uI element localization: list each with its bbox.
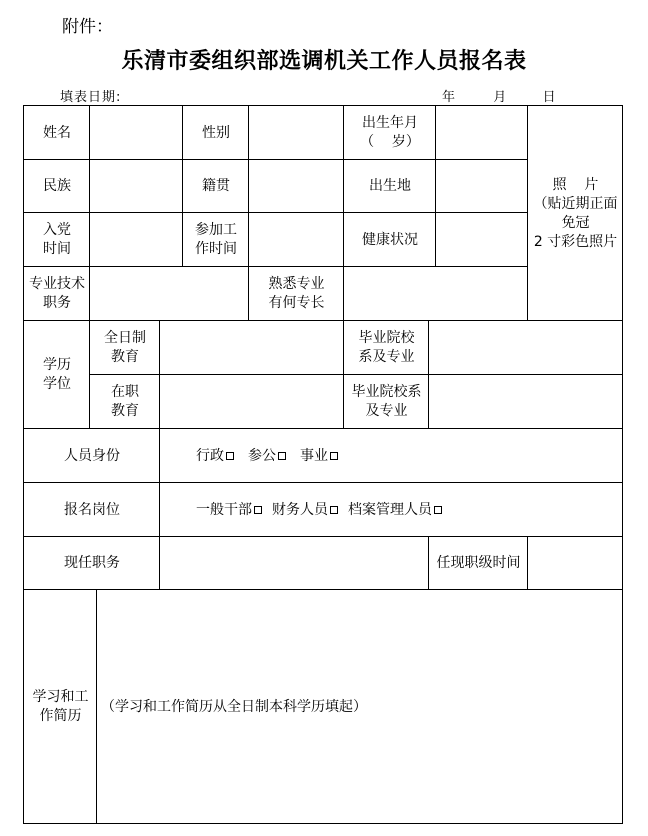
specialty-field[interactable]	[344, 267, 528, 321]
inservice-education-field[interactable]	[160, 375, 344, 429]
position-option-archive[interactable]: 档案管理人员	[348, 501, 456, 520]
position-options	[160, 483, 623, 537]
fulltime-school-major-field[interactable]	[429, 321, 623, 375]
fill-date-label: 填表日期:	[60, 90, 122, 105]
identity-option-admin[interactable]: 行政	[196, 447, 248, 466]
gender-field[interactable]	[249, 106, 344, 160]
health-label: 健康状况	[362, 231, 418, 248]
month-label: 月	[493, 90, 507, 105]
current-rank-time-field[interactable]	[528, 537, 623, 590]
checkbox-icon[interactable]	[330, 506, 338, 514]
resume-field[interactable]	[97, 590, 623, 824]
checkbox-icon[interactable]	[330, 452, 338, 460]
fulltime-education-field[interactable]	[160, 321, 344, 375]
identity-option-institution[interactable]: 事业	[300, 447, 352, 466]
native-place-label: 籍贯	[202, 178, 230, 194]
name-label: 姓名	[43, 124, 71, 141]
identity-label: 人员身份	[64, 447, 120, 464]
education-label: 学历 学位	[43, 357, 71, 392]
checkbox-icon[interactable]	[254, 506, 262, 514]
current-post-label: 现任职务	[64, 555, 120, 571]
party-join-time-label: 入党 时间	[43, 222, 71, 257]
day-label: 日	[542, 90, 556, 105]
checkbox-icon[interactable]	[226, 452, 234, 460]
birthplace-label: 出生地	[369, 178, 411, 194]
current-rank-time-label: 任现职级时间	[436, 555, 521, 571]
work-start-time-field[interactable]	[249, 213, 344, 267]
specialty-label: 熟悉专业 有何专长	[268, 276, 325, 311]
health-field[interactable]	[436, 213, 528, 267]
year-label: 年	[442, 90, 456, 105]
tech-title-field[interactable]	[90, 267, 249, 321]
resume-label: 学习和工 作简历	[32, 689, 89, 724]
current-post-field[interactable]	[160, 537, 429, 590]
identity-options	[160, 429, 623, 483]
inservice-school-major-field[interactable]	[429, 375, 623, 429]
birth-date-field[interactable]	[436, 106, 528, 160]
inservice-education-label: 在职 教育	[111, 384, 139, 419]
resume-hint: （学习和工作简历从全日制本科学历填起）	[101, 698, 367, 715]
birth-date-label: 出生年月 （ 岁）	[360, 115, 420, 150]
work-start-time-label: 参加工 作时间	[195, 222, 237, 257]
checkbox-icon[interactable]	[434, 506, 442, 514]
gender-label: 性别	[202, 124, 230, 141]
birthplace-field[interactable]	[436, 160, 528, 213]
ethnicity-field[interactable]	[90, 160, 183, 213]
position-option-finance[interactable]: 财务人员	[272, 501, 348, 520]
position-label: 报名岗位	[64, 501, 120, 518]
native-place-field[interactable]	[249, 160, 344, 213]
tech-title-label: 专业技术 职务	[29, 276, 85, 311]
party-join-time-field[interactable]	[90, 213, 183, 267]
fill-date-ymd	[442, 86, 556, 105]
photo-area[interactable]: 照 片 （贴近期正面 免冠 2 寸彩色照片	[533, 176, 618, 250]
attachment-label: 附件：	[62, 17, 113, 37]
identity-option-civil[interactable]: 参公	[248, 447, 300, 466]
position-option-general[interactable]: 一般干部	[196, 501, 272, 520]
name-field[interactable]	[90, 106, 183, 160]
form-title: 乐清市委组织部选调机关工作人员报名表	[121, 48, 527, 74]
checkbox-icon[interactable]	[278, 452, 286, 460]
fulltime-school-major-label: 毕业院校 系及专业	[358, 330, 415, 365]
fulltime-education-label: 全日制 教育	[104, 330, 146, 365]
ethnicity-label: 民族	[43, 178, 71, 194]
inservice-school-major-label: 毕业院校系 及专业	[351, 384, 422, 419]
